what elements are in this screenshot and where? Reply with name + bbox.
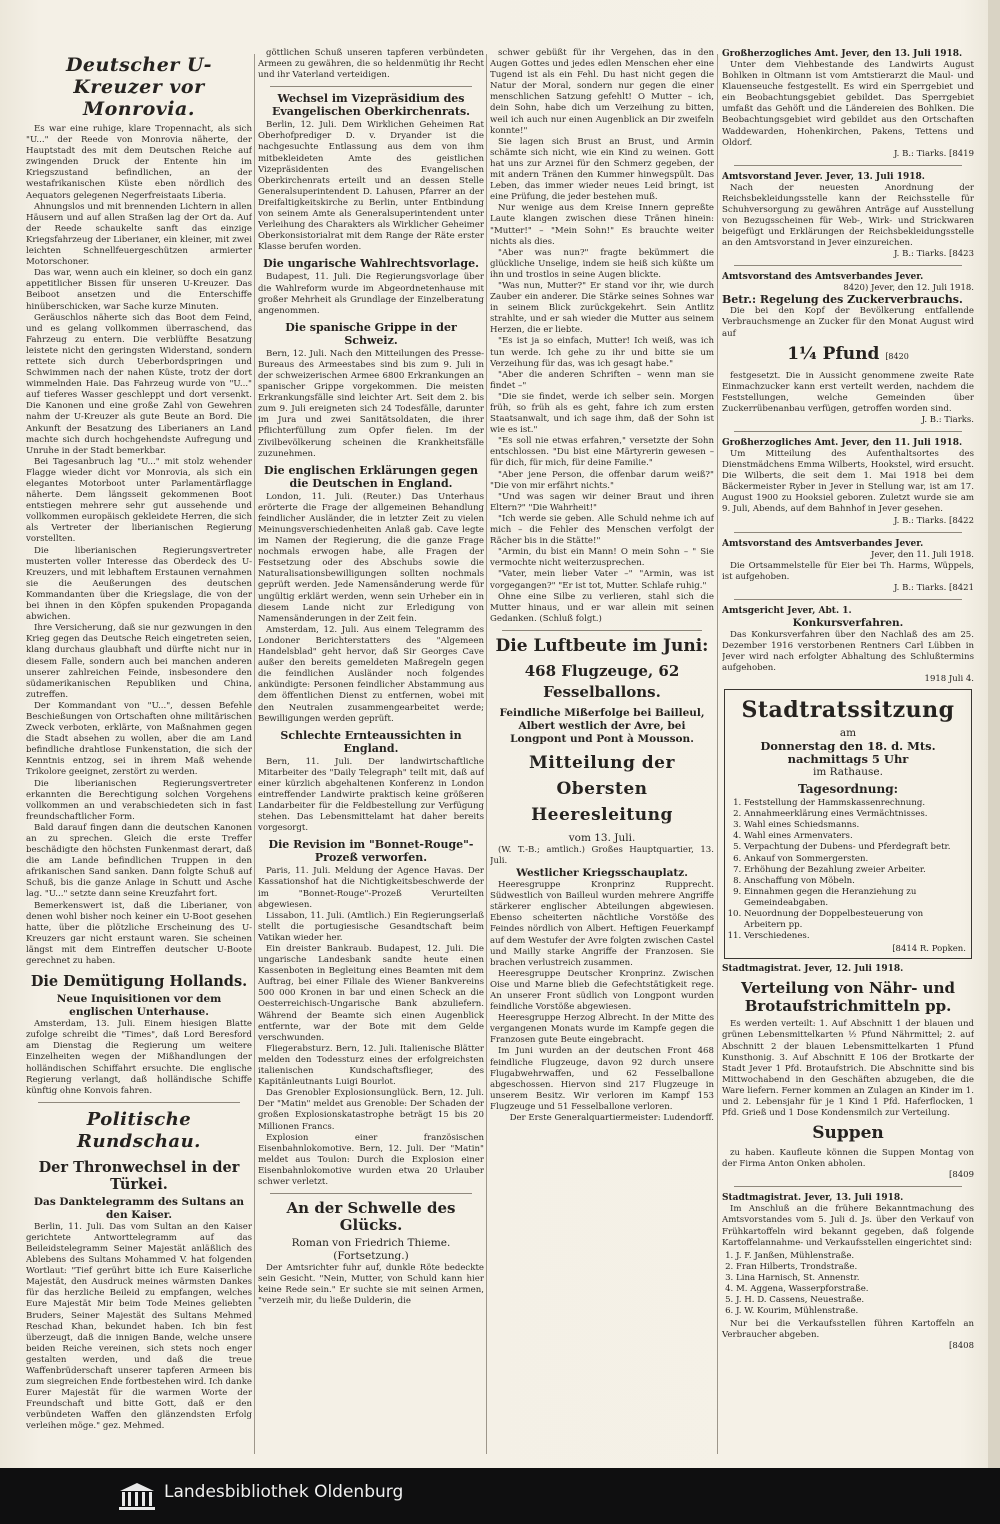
notice-signature: J. B.: Tiarks. xyxy=(921,414,974,425)
notice-title: Verteilung von Nähr- und Brotaufstrichmitteln pp. xyxy=(741,979,955,1016)
divider xyxy=(734,165,962,166)
article-paragraph: schwer gebüßt für ihr Vergehen, das in den Augen Gottes und jedes edlen Menschen eher eine Tugend ist als ein Fehl. Du hast nicht gegen die Natur der Moral, sondern nur gegen die einer menschlichen Satzung gefehlt! O Mutter – ich, dein Sohn, habe dich um Verzeihung zu bitten, weil ich auch nur einen Augenblick an Dir zweifeln konnte!" xyxy=(490,48,714,136)
library-label: Landesbibliothek Oldenburg xyxy=(164,1482,404,1502)
notice-date: Jever, den 11. Juli 1918. xyxy=(870,549,974,560)
agenda-item: 7. Erhöhung der Bezahlung zweier Arbeiter. xyxy=(744,865,966,876)
notice-signature: J. B.: Tiarks. [8423 xyxy=(893,249,974,260)
article-paragraph: "Aber was nun?" fragte bekümmert die glückliche Unselige, indem sie heiß sich küßte um ihn und trostlos in seine Augen blickte. xyxy=(490,247,714,280)
article-title: Die englischen Erklärungen gegen die Deutschen in England. xyxy=(263,463,479,490)
article-paragraph: "Es ist ja so einfach, Mutter! Ich weiß, was ich tun werde. Ich gehe zu ihr und bitte sie um Verzeihung für das, was ich gesagt habe." xyxy=(490,336,714,369)
agenda-heading: Tagesordnung: xyxy=(797,782,899,797)
article-paragraph: Bemerkenswert ist, daß die Liberianer, von denen wohl bisher noch keiner ein U-Boot gesehen hatte, über die plötzliche Erscheinung des U-Kreuzers gar nicht erstaunt waren. Sie scheinen längst mit dem Eintreffen deutscher U-Boote gerechnet zu haben. xyxy=(26,900,252,967)
divider xyxy=(270,1193,472,1194)
agenda-list xyxy=(744,798,966,942)
article-paragraph: Heeresgruppe Kronprinz Rupprecht. Südwestlich von Bailleul wurden mehrere Angriffe stärkerer englischer Abteilungen abgewiesen. Ebenso scheiterten nächtliche Vorstöße des Feindes nördlich von Albert. Heftigen Feuerkampf auf dem Westufer der Avre folgten zwischen Castel und Mailly starke Angriffe der Franzosen. Sie brachen verlustreich zusammen. xyxy=(490,880,714,968)
headline: Die Luftbeute im Juni: xyxy=(495,635,709,656)
headline-summary: Feindliche Mißerfolge bei Bailleul, Albert westlich der Avre, bei Longpont und Pont à Mousson. xyxy=(499,706,705,745)
article-title: Die Demütigung Hollands. xyxy=(30,973,248,991)
agenda-item: 4. Wahl eines Armenvaters. xyxy=(744,831,966,842)
column-rule xyxy=(717,54,718,1454)
notice-text: Nach der neuesten Anordnung der Reichsbekleidungsstelle kann der Reichsstelle für Schuhversorgung zu gewähren Anträge auf Ausstellung von Bezugsscheinen für Web-, Wirk- und Strickwaren beigefügt und Erklärungen der Reichsbekleidungsstelle an den Amtsvorstand in Jever einzureichen. xyxy=(722,182,974,249)
article-paragraph: Das war, wenn auch ein kleiner, so doch ein ganz appetitlicher Bissen für unseren U-Kreuzer. Das Beiboot ansetzen und die Enterschiffe hinüberschicken, war Sache kurze Minuten. xyxy=(26,268,252,312)
article-paragraph: Explosion einer französischen Eisenbahnlokomotive. Bern, 12. Juli. Der "Matin" meldet aus Toulon: Durch die Explosion einer Eisenbahnlokomotive wurden etwa 20 Urlauber schwer verletzt. xyxy=(258,1132,484,1187)
article-paragraph: Die liberianischen Regierungsvertreter musterten voller Interesse das Oberdeck des U-Kreuzers, und mit lebhaftem Erstaunen vernahmen sie die Aeußerungen des deutschen Kommandanten über die Kriegslage, die von der bei ihnen in den Köpfen spukenden Propaganda abwichen. xyxy=(26,545,252,623)
article-subtitle: Neue Inquisitionen vor dem englischen Unterhause. xyxy=(56,993,222,1019)
agenda-item: 2. Annahmeerklärung eines Vermächtnisses. xyxy=(744,809,966,820)
library-footer-bar xyxy=(0,1468,1000,1524)
divider xyxy=(270,86,472,87)
place-item: 6. J. W. Kourim, Mühlenstraße. xyxy=(736,1306,974,1317)
article-paragraph: Berlin, 12. Juli. Dem Wirklichen Geheimen Rat Oberhofprediger D. v. Dryander ist die nachgesuchte Entlassung aus dem von ihm mitbekleideten Amte des geistlichen Vizepräsidenten des Evangelischen Oberkirchenrats erteilt und an dessen Stelle Generalsuperintendent D. Lahusen, Pfarrer an der Dreifaltigkeitskirche zu Berlin, unter Entbindung von seinem Amte als Generalsuperintendent unter Verleihung des Charakters als Wirklicher Geheimer Oberkonsistorialrat mit dem Range der Räte erster Klasse berufen worden. xyxy=(258,120,484,253)
article-paragraph: Sie lagen sich Brust an Brust, und Armin schämte sich nicht, wie ein Kind zu weinen. Gott hat uns zur Arznei für den Schmerz gegeben, der mit andern Tränen den Kummer hinwegspült. Das Leben, das immer wieder neues Leid bringt, ist eine Prüfung, die jeder bestehen muß. xyxy=(490,136,714,203)
column-rule xyxy=(254,54,255,1454)
article-title: Wechsel im Vizepräsidium des Evangelischen Oberkirchenrats. xyxy=(271,92,471,119)
article-paragraph: Fliegerabsturz. Bern, 12. Juli. Italienische Blätter melden den Todessturz eines der erfolgreichsten italienischen Kundschaftsflieger, des Kapitänleutnants Luigi Bourlot. xyxy=(258,1043,484,1088)
library-building-icon xyxy=(118,1481,156,1511)
notice-number: [8408 xyxy=(949,1341,974,1352)
notice-heading: Großherzogliches Amt. Jever, den 13. Juli 1918. xyxy=(722,49,963,59)
divider xyxy=(734,431,962,432)
place-item: 1. J. F. Janßen, Mühlenstraße. xyxy=(736,1251,974,1262)
divider xyxy=(734,599,962,600)
notice-text: Um Mitteilung des Aufenthaltsortes des Dienstmädchens Emma Wilberts, Hookstel, wird ersucht. Die Wilberts, die seit dem 1. Mai 1918 bei dem Bäckermeister Ryber in Jever in Stellung war, ist am 17. August 1900 zu Hooksiel geboren. Zuletzt wurde sie am 9. Juli, Abends, auf dem Bahnhof in Jever gesehen. xyxy=(722,448,974,515)
article-paragraph: Ahnungslos und mit brennenden Lichtern in allen Häusern und auf allen Straßen lag der Ort da. Auf der Reede schaukelte sanft das einzige Kriegsfahrzeug der Liberianer, ein kleiner, mit zwei leichten Schnellfeuergeschützen armierter Motorschoner. xyxy=(26,201,252,268)
article-title: Schlechte Ernteaussichten in England. xyxy=(280,728,462,755)
article-paragraph: "Vater, mein lieber Vater –" "Armin, was ist vorgegangen?" "Er ist tot, Mutter. Schlafe ruhig." xyxy=(490,569,714,591)
report-source: (W. T.-B.; amtlich.) Großes Hauptquartier, 13. Juli. xyxy=(490,844,714,866)
article-paragraph: Bern, 12. Juli. Nach den Mitteilungen des Presse-Bureaus des Armeestabes sind bis zum 9. Juli in der schweizerischen Armee 6800 Erkrankungen an spanischer Grippe vorgekommen. Die meisten Erkrankungsfälle sind leichter Art. Seit dem 2. bis zum 9. Juli ereigneten sich 24 Todesfälle, darunter im Jura und zwei Sanitätsoldaten, die ihrer Pflichterfüllung zum Opfer fielen. Im der Zivilbevölkerung scheinen die Krankheitsfälle zuzunehmen. xyxy=(258,348,484,459)
article-paragraph: Der Kommandant von "U...", dessen Befehle Beschießungen von Ortschaften ohne militärischen Zweck verboten, erklärte, von Maßnahmen gegen die Stadt absehen zu wollen, aber die am Land befindliche drahtlose Funkenstation, die sich der Kenntnis entzog, sei in ihrem Maß wehende Trikolore geeignet, zerstört zu werden. xyxy=(26,700,252,778)
article-title: Die spanische Grippe in der Schweiz. xyxy=(285,320,457,347)
notice-signature: J. B.: Tiarks. [8419 xyxy=(893,148,974,159)
column-2 xyxy=(258,48,484,1466)
agenda-item: 10. Neuordnung der Doppelbesteuerung von Arbeitern pp. xyxy=(744,909,966,931)
report-signature: Der Erste Generalquartiermeister: Ludendorff. xyxy=(509,1113,714,1124)
divider xyxy=(38,1102,240,1103)
article-paragraph: Die liberianischen Regierungsvertreter erkannten die Berechtigung solchen Vorgehens vollkommen an und verabschiedeten sich in fast freundschaftlicher Form. xyxy=(26,778,252,822)
notice-heading: Amtsvorstand des Amtsverbandes Jever. xyxy=(722,272,924,283)
article-title: Deutscher U-Kreuzer vor Monrovia. xyxy=(65,54,213,120)
notice-heading: Amtsvorstand des Amtsverbandes Jever. xyxy=(722,538,924,549)
notice-heading: Amtsvorstand Jever. Jever, 13. Juli 1918. xyxy=(722,171,925,182)
meeting-am: am xyxy=(839,727,857,740)
article-paragraph: "Die sie findet, werde ich selber sein. Morgen früh, so früh als es geht, fahre ich zum ersten Staatsanwalt, und ich sage ihm, daß der Sohn ist wie es ist." xyxy=(490,391,714,436)
divider xyxy=(502,630,702,631)
article-paragraph: "Was nun, Mutter?" Er stand vor ihr, wie durch Zauber ein anderer. Die Stärke seines Sohnes war in seinem Blick zurückgekehrt. Sein Antlitz strahlte, und er sah wieder die Mutter aus seinem Herzen, die er liebte. xyxy=(490,280,714,336)
article-paragraph: Heeresgruppe Deutscher Kronprinz. Zwischen Oise und Marne blieb die Gefechtstätigkeit rege. An unserer Front südlich von Longpont wurden feindliche Vorstöße abgewiesen. xyxy=(490,968,714,1013)
article-subtitle: Das Danktelegramm des Sultans an den Kaiser. xyxy=(33,1195,245,1221)
column-1 xyxy=(26,48,252,1466)
article-paragraph: Heeresgruppe Herzog Albrecht. In der Mitte des vergangenen Monats wurde im Kampfe gegen die Franzosen gute Beute eingebracht. xyxy=(490,1013,714,1046)
column-rule xyxy=(486,54,487,1454)
notice-heading: Großherzogliches Amt. Jever, den 11. Juli 1918. xyxy=(722,437,963,448)
notice-signature: J. B.: Tiarks. [8422 xyxy=(893,515,974,526)
notice-date: 1918 Juli 4. xyxy=(924,674,974,685)
notice-title: Suppen xyxy=(812,1123,884,1144)
article-title: Der Thronwechsel in der Türkei. xyxy=(38,1158,240,1193)
article-paragraph: Es war eine ruhige, klare Tropennacht, als sich "U..." der Reede von Monrovia näherte, der Hauptstadt des mit dem Deutschen Reiche auf zwingenden Druck der Entente hin im Kriegszustand befindlichen, an der westafrikanischen Küste eben nördlich des Aequators gelegenen Negerfreistaats Liberia. xyxy=(26,124,252,201)
meeting-place: im Rathause. xyxy=(812,766,883,779)
notice-text: Die Ortsammelstelle für Eier bei Th. Harms, Wüppels, ist aufgehoben. xyxy=(722,560,974,582)
article-paragraph: Bald darauf fingen dann die deutschen Kanonen an zu sprechen. Gleich die erste Treffer beschädigte den höchsten Funkenmast derart, daß die am Lande befindlichen Truppen in den afrikanischen Sand sanken. Dann folgte Schuß auf Schuß, bis die ganze Anlage in Schutt und Asche lag. "U..." setzte dann seine Kreuzfahrt fort. xyxy=(26,822,252,900)
meeting-signature: [8414 R. Popken. xyxy=(892,944,966,955)
report-section: Westlicher Kriegsschauplatz. xyxy=(516,867,688,880)
report-date: vom 13. Juli. xyxy=(568,831,636,844)
meeting-announcement-box xyxy=(724,689,972,959)
notice-heading: Stadtmagistrat. Jever, 12. Juli 1918. xyxy=(722,964,904,975)
notice-date: 8420) Jever, den 12. Juli 1918. xyxy=(843,283,974,294)
article-paragraph: Geräuschlos näherte sich das Boot dem Feind, und es gelang vollkommen überraschend, das Fahrzeug zu entern. Die verblüffte Besatzung leistete nicht den geringsten Widerstand, sondern rettete sich durch Ueberbordspringen und Schwimmen nach der nahen Küste, trotz der dort wimmelnden Haie. Das Fahrzeug wurde von "U..." auf tieferes Wasser geschleppt und dort versenkt. Die Kanonen und eine große Zahl von Gewehren nahm der U-Kreuzer als gute Beute an Bord. Die Ankunft der Besatzung des Liberianers an Land machte sich durch hochgehendste Aufregung und Unruhe in der Stadt bemerkbar. xyxy=(26,312,252,456)
article-paragraph: Der Amtsrichter fuhr auf, dunkle Röte bedeckte sein Gesicht. "Nein, Mutter, von Schuld kann hier keine Rede sein." Er suchte sie mit seinen Armen, "verzeih mir, du ließe Dulderin, die xyxy=(258,1263,484,1307)
notice-text: Die bei den Kopf der Bevölkerung entfallende Verbrauchsmenge an Zucker für den Monat August wird auf xyxy=(722,306,974,339)
notice-title: Betr.: Regelung des Zuckerverbrauchs. xyxy=(722,293,963,307)
notice-text: Unter dem Viehbestande des Landwirts August Bohlken in Oltmann ist vom Amtstierarzt die Maul- und Klauenseuche festgestellt. Es wird ein Sperrgebiet und ein Beobachtungsgebiet gebildet. Das Sperrgebiet umfaßt das Gehöft und die Ländereien des Bohlken. Die Beobachtungsgebiet wird gebildet aus den Ortschaften Waddewarden, Hohenkirchen, Pakens, Tettens und Oldorf. xyxy=(722,60,974,148)
notice-title: Konkursverfahren. xyxy=(792,616,904,629)
notice-text: Es werden verteilt: 1. Auf Abschnitt 1 der blauen und grünen Lebensmittelkarten ½ Pfund Nährmittel; 2. auf Abschnitt 2 der blauen Lebensmittelkarten 1 Pfund Kunsthonig. 3. Auf Abschnitt E 106 der Brotkarte der Stadt Jever 1 Pfd. Brotaufstrich. Die Abschnitte sind bis Mittwochabend in den Geschäften abzugeben, die die Ware liefern. Ferner kommen an Zulagen an Kinder im 1. und 2. Lebensjahr für je 1 Kind 1 Pfd. Haferflocken, 1 Pfd. Grieß und 1 Dose Kondensmilch zur Verteilung. xyxy=(722,1019,974,1119)
article-paragraph: Budapest, 11. Juli. Die Regierungsvorlage über die Wahlreform wurde im Abgeordnetenhause mit großer Mehrheit als Grundlage der Einzelberatung angenommen. xyxy=(258,272,484,316)
article-paragraph: Bei Tagesanbruch lag "U..." mit stolz wehender Flagge wieder dicht vor Monrovia, als sich ein elegantes Motorboot unter Parlamentärflagge näherte. Dem längsseit gekommenen Boot entstiegen mehrere sehr gut aussehende und vollkommen europäisch gekleidete Herren, die sich als Vertreter der liberianischen Regierung vorstellten. xyxy=(26,456,252,545)
notice-text: Nur bei die Verkaufsstellen führen Kartoffeln an Verbraucher abgeben. xyxy=(722,1319,974,1341)
place-item: 4. M. Aggena, Wasserpforstraße. xyxy=(736,1284,974,1295)
article-paragraph: Bern, 11. Juli. Der landwirtschaftliche Mitarbeiter des "Daily Telegraph" teilt mit, daß auf einer kürzlich abgehaltenen Konferenz in London eintreffender Landwirte praktisch keine größeren Landarbeiter für die Feldbestellung zur Verfügung stehen. Das Lebensmittelamt hat daher bereits vorgesorgt. xyxy=(258,756,484,834)
article-paragraph: "Aber jene Person, die offenbar darum weiß?" "Die von mir erfährt nichts." xyxy=(490,469,714,491)
article-paragraph: Paris, 11. Juli. Meldung der Agence Havas. Der Kassationshof hat die Nichtigkeitsbeschwerde der im "Bonnet-Rouge"-Prozeß Verurteilten abgewiesen. xyxy=(258,866,484,910)
notice-number: [8409 xyxy=(949,1170,974,1181)
article-paragraph: Berlin, 11. Juli. Das vom Sultan an den Kaiser gerichtete Antworttelegramm auf das Beileidstelegramm Seiner Majestät anläßlich des Ablebens des Sultans Mohammed V. hat folgenden Wortlaut: "Tief gerührt bitte ich Eure Kaiserliche Majestät, den Ausdruck meines wärmsten Dankes für das herzliche Beileid zu empfangen, welches Eure Majestät Mir beim Tode Meines geliebten Bruders, Seiner Majestät des Sultans Mehmed Reschad Khan, bekundet haben. Ich bin fest überzeugt, daß die innigen Bande, welche unsere beiden Reiche vereinen, sich stets noch enger gestalten werden, und daß die treue Waffenbrüderschaft unserer tapferen Armeen bis zum siegreichen Ende fortbestehen wird. Ich danke Eurer Majestät für die warmen Worte der Freundschaft und bitte Gott, daß er den verbündeten Waffen den glänzendsten Erfolg verleihen möge." gez. Mehmed. xyxy=(26,1221,252,1432)
agenda-item: 3. Wahl eines Schiedsmanns. xyxy=(744,820,966,831)
column-4-notices xyxy=(722,48,974,1466)
agenda-item: 11. Verschiedenes. xyxy=(744,931,966,942)
article-paragraph: Amsterdam, 13. Juli. Einem hiesigen Blatte zufolge schreibt die "Times", daß Lord Beresford am Dienstag die Regierung um weitere Einzelheiten wegen der Mißhandlungen der holländischen Schiffahrt ersuchte. Die englische Regierung verlangt, daß holländische Schiffe künftig ohne Konvois fahren. xyxy=(26,1019,252,1096)
article-paragraph: Lissabon, 11. Juli. (Amtlich.) Ein Regierungserlaß stellt die portugiesische Gesandtschaft beim Vatikan wieder her. xyxy=(258,910,484,943)
article-paragraph: Amsterdam, 12. Juli. Aus einem Telegramm des Londoner Berichterstatters des "Algemeen Handelsblad" geht hervor, daß Sir Georges Cave außer den bereits gemeldeten Maßregeln gegen die feindlichen Ausländer noch folgendes ankündigte: Personen feindlicher Abstammung aus dem öffentlichen Dienst zu entfernen, wobei mit den Neutralen zusammengearbeitet werde; Bewilligungen werden geprüft. xyxy=(258,624,484,724)
headline-sub: 468 Flugzeuge, 62 Fesselballons. xyxy=(524,661,680,701)
divider xyxy=(734,1186,962,1187)
place-item: 3. Lina Harnisch, St. Annenstr. xyxy=(736,1273,974,1284)
article-paragraph: Im Juni wurden an der deutschen Front 468 feindliche Flugzeuge, davon 92 durch unsere Flugabwehrwaffen, und 62 Fesselballone abgeschossen. Hiervon sind 217 Flugzeuge in unserem Besitz. Wir verloren im Kampf 153 Flugzeuge und 51 Fesselballone verloren. xyxy=(490,1046,714,1112)
article-title: Die ungarische Wahlrechtsvorlage. xyxy=(263,257,479,271)
agenda-item: 1. Feststellung der Hammskassenrechnung. xyxy=(744,798,966,809)
article-paragraph: "Aber die anderen Schriften – wenn man sie findet –" xyxy=(490,369,714,391)
agenda-item: 6. Ankauf von Sommergersten. xyxy=(744,854,966,865)
notice-heading: Amtsgericht Jever, Abt. 1. xyxy=(722,605,852,616)
meeting-title: Stadtratssitzung xyxy=(741,697,955,724)
divider xyxy=(734,265,962,266)
article-paragraph: "Ich werde sie geben. Alle Schuld nehme ich auf mich – die Fehler des Menschen verfolgt der Rächer bis in die Stätte!" xyxy=(490,513,714,547)
page-edge xyxy=(988,0,1000,1524)
article-paragraph: London, 11. Juli. (Reuter.) Das Unterhaus erörterte die Frage der allgemeinen Behandlung feindlicher Ausländer, die in letzter Zeit zu vielen Meinungsverschiedenheiten Anlaß gab. Cave legte im Namen der Regierung, die die ganze Frage nochmals erwogen habe, alle Fragen der Festsetzung oder des Abschubs sowie die Naturalisationsbewilligungen sollten nochmals geprüft werden. Jede Namensänderung werde für ungültig erklärt werden, wenn sein Urheber ein in diesem Lande nicht zur Erledigung von Namensänderungen in der Zeit fein. xyxy=(258,491,484,624)
notice-text: festgesetzt. Die in Aussicht genommene zweite Rate Einmachzucker kann erst verteilt werden, nachdem die Feststellungen, welche Gemeinden über Zuckerrübenanbau verfügen, getroffen worden sind. xyxy=(722,370,974,414)
article-paragraph: Ein dreister Bankraub. Budapest, 12. Juli. Die ungarische Landesbank sandte heute einen Kassenboten in Begleitung eines Beamten mit dem Auftrag, bei einer Filiale des Wiener Bankvereins 500 000 Kronen in bar und einen Scheck an die Oesterreichisch-Ungarische Bank abzuliefern. Während der Beamte sich einen Augenblick entfernte, war der Bote mit dem Gelde verschwunden. xyxy=(258,944,484,1043)
notice-text: zu haben. Kaufleute können die Suppen Montag von der Firma Anton Onken abholen. xyxy=(722,1148,974,1170)
agenda-item: 9. Einnahmen gegen die Heranziehung zu Gemeindeabgaben. xyxy=(744,887,966,909)
article-title: Die Revision im "Bonnet-Rouge"-Prozeß verworfen. xyxy=(268,838,474,865)
divider xyxy=(734,532,962,533)
notice-heading: Stadtmagistrat. Jever, 13. Juli 1918. xyxy=(722,1193,904,1204)
report-title: Mitteilung der Obersten Heeresleitung xyxy=(529,752,675,825)
section-title: Politische Rundschau. xyxy=(77,1108,201,1152)
article-paragraph: "Und was sagen wir deiner Braut und ihren Eltern?" "Die Wahrheit!" xyxy=(490,491,714,513)
article-paragraph: "Armin, du bist ein Mann! O mein Sohn – " Sie vermochte nicht weiterzusprechen. xyxy=(490,547,714,569)
place-item: 5. J. H. D. Cassens, Neuestraße. xyxy=(736,1295,974,1306)
article-paragraph: "Es soll nie etwas erfahren," versetzte der Sohn entschlossen. "Du bist eine Märtyrerin gewesen – für dich, für mich, für deine Familie." xyxy=(490,436,714,469)
article-paragraph: Nur wenige aus dem Kreise Innern gepreßte Laute klangen zwischen diese Tränen hinein: "Mutter!" – "Mein Sohn!" Es brauchte weiter nichts als dies. xyxy=(490,203,714,247)
agenda-item: 8. Anschaffung von Möbeln. xyxy=(744,876,966,887)
agenda-item: 5. Verpachtung der Dubens- und Pferdegraft betr. xyxy=(744,842,966,853)
novel-subtitle: Roman von Friedrich Thieme. (Fortsetzung.) xyxy=(291,1237,451,1263)
notice-text: Im Anschluß an die frühere Bekanntmachung des Amtsvorstandes vom 5. Juli d. Js. über den Verkauf von Frühkartoffeln wird bekannt gegeben, daß folgende Kartoffelannahme- und Verkaufsstellen eingerichtet sind: xyxy=(722,1204,974,1248)
novel-title: An der Schwelle des Glücks. xyxy=(286,1199,456,1235)
meeting-date: Donnerstag den 18. d. Mts. nachmittags 5 Uhr xyxy=(760,739,936,767)
article-paragraph: Ohne eine Silbe zu verlieren, stahl sich die Mutter hinaus, und er war allein mit seinen Gedanken. (Schluß folgt.) xyxy=(490,591,714,624)
notice-text: Das Konkursverfahren über den Nachlaß des am 25. Dezember 1916 verstorbenen Rentners Carl Lübben in Jever wird nach erfolgter Abhaltung des Schlußtermins aufgehoben. xyxy=(722,629,974,673)
notice-amount: 1¼ Pfund [8420 xyxy=(787,343,909,364)
notice-signature: J. B.: Tiarks. [8421 xyxy=(893,582,974,593)
article-paragraph: Das Grenobler Explosionsunglück. Bern, 12. Juli. Der "Matin" meldet aus Grenoble: Der Schaden der großen Explosionskatastrophe beträgt 15 bis 20 Millionen Francs. xyxy=(258,1088,484,1132)
place-item: 2. Fran Hilberts, Trondstraße. xyxy=(736,1262,974,1273)
column-3 xyxy=(490,48,714,1466)
article-paragraph: göttlichen Schuß unseren tapferen verbündeten Armeen zu gewähren, die so heldenmütig ihr Recht und ihr Vaterland verteidigen. xyxy=(258,48,484,81)
place-list xyxy=(736,1251,974,1318)
article-paragraph: Ihre Versicherung, daß sie nur gezwungen in den Krieg gegen das Deutsche Reich eingetreten seien, klang durchaus glaubhaft und dürfte nicht nur in diesem Falle, sondern auch bei manchen anderen unserer zahlreichen Feinde, insbesondere den südamerikanischen Republiken und China, zutreffen. xyxy=(26,623,252,700)
